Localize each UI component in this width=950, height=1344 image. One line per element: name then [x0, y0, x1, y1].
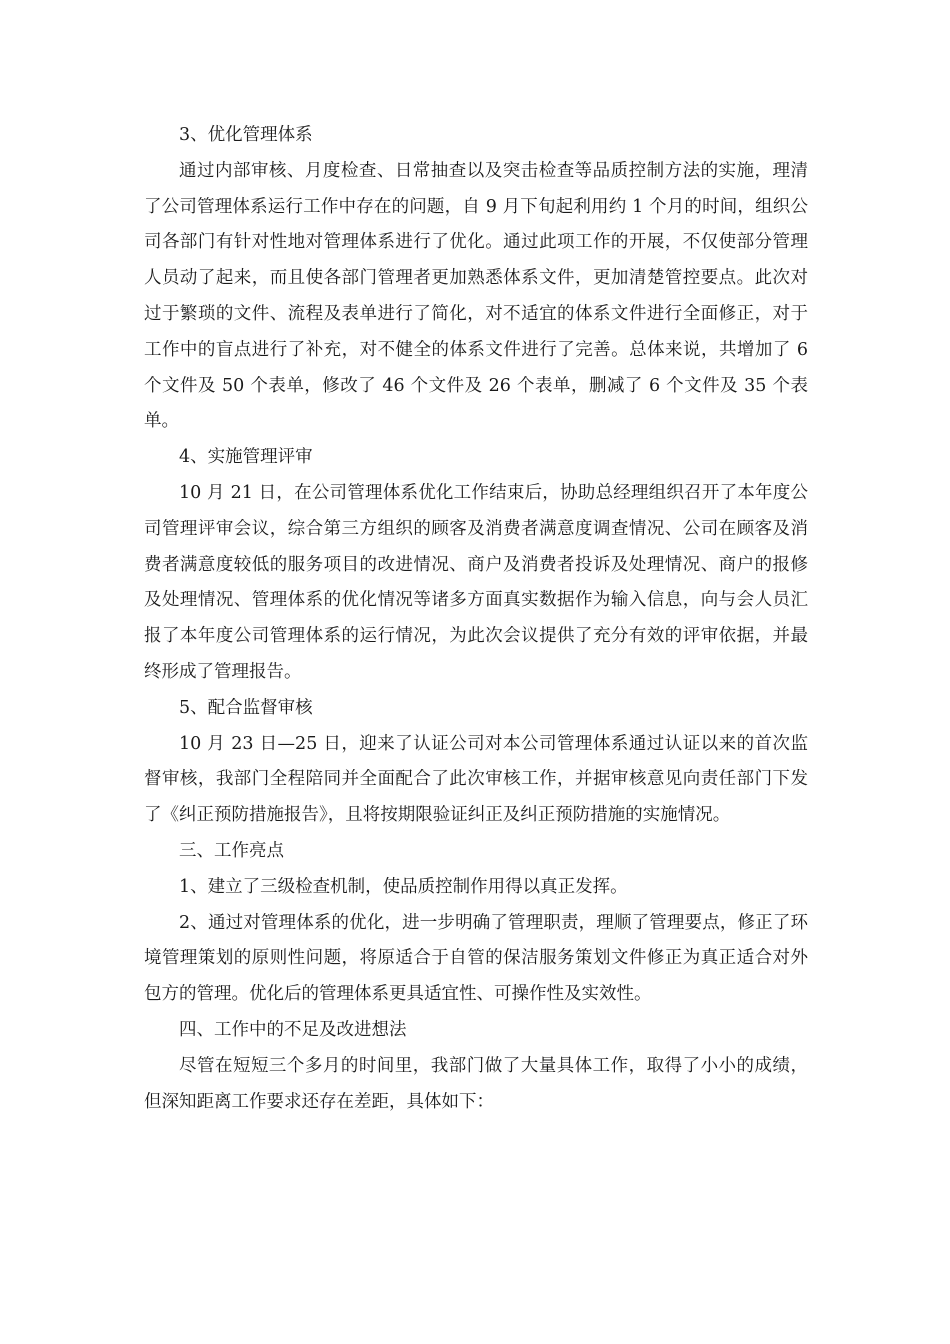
section-heading-shortcomings: 四、工作中的不足及改进想法: [179, 1019, 407, 1040]
section-heading-optimize-management-system: 3、优化管理体系: [179, 125, 313, 145]
paragraph-shortcomings: 尽管在短短三个多月的时间里，我部门做了大量具体工作，取得了小小的成绩，但深知距离工作要求还存在差距，具体如下：: [144, 1055, 808, 1112]
section-heading-supervision-audit: 5、配合监督审核: [179, 697, 313, 718]
list-item-highlight-2: 2、通过对管理体系的优化，进一步明确了管理职责，理顺了管理要点，修正了环境管理策划的原则性问题，将原适合于自管的保洁服务策划文件修正为真正适合对外包方的管理。优化后的管理体系更具适宜性、可操作性及实效性。: [144, 912, 808, 1005]
paragraph-management-review: 10 月 21 日，在公司管理体系优化工作结束后，协助总经理组织召开了本年度公司管理评审会议，综合第三方组织的顾客及消费者满意度调查情况、公司在顾客及消费者满意度较低的服务项目的改进情况、商户及消费者投诉及处理情况、商户的报修及处理情况、管理体系的优化情况等诸多方面真实数据作为输入信息，向与会人员汇报了本年度公司管理体系的运行情况，为此次会议提供了充分有效的评审依据，并最终形成了管理报告。: [144, 482, 808, 682]
section-heading-work-highlights: 三、工作亮点: [179, 840, 284, 861]
section-heading-management-review: 4、实施管理评审: [179, 447, 313, 468]
paragraph-supervision-audit: 10 月 23 日—25 日，迎来了认证公司对本公司管理体系通过认证以来的首次监督审核，我部门全程陪同并全面配合了此次审核工作，并据审核意见向责任部门下发了《纠正预防措施报告》，且将按期限验证纠正及纠正预防措施的实施情况。: [144, 733, 808, 826]
list-item-highlight-1: 1、建立了三级检查机制，使品质控制作用得以真正发挥。: [179, 876, 628, 897]
document-body: [144, 118, 808, 1120]
paragraph-optimize-management-system: 通过内部审核、月度检查、日常抽查以及突击检查等品质控制方法的实施，理清了公司管理体系运行工作中存在的问题，自 9 月下旬起利用约 1 个月的时间，组织公司各部门有针对性地对管理体系进行了优化。通过此项工作的开展，不仅使部分管理人员动了起来，而且使各部门管理者更加熟悉体系文件，更加清楚管控要点。此次对过于繁琐的文件、流程及表单进行了简化，对不适宜的体系文件进行全面修正，对于工作中的盲点进行了补充，对不健全的体系文件进行了完善。总体来说，共增加了 6 个文件及 50 个表单，修改了 46 个文件及 26 个表单，删减了 6 个文件及 35 个表单。: [144, 160, 808, 432]
